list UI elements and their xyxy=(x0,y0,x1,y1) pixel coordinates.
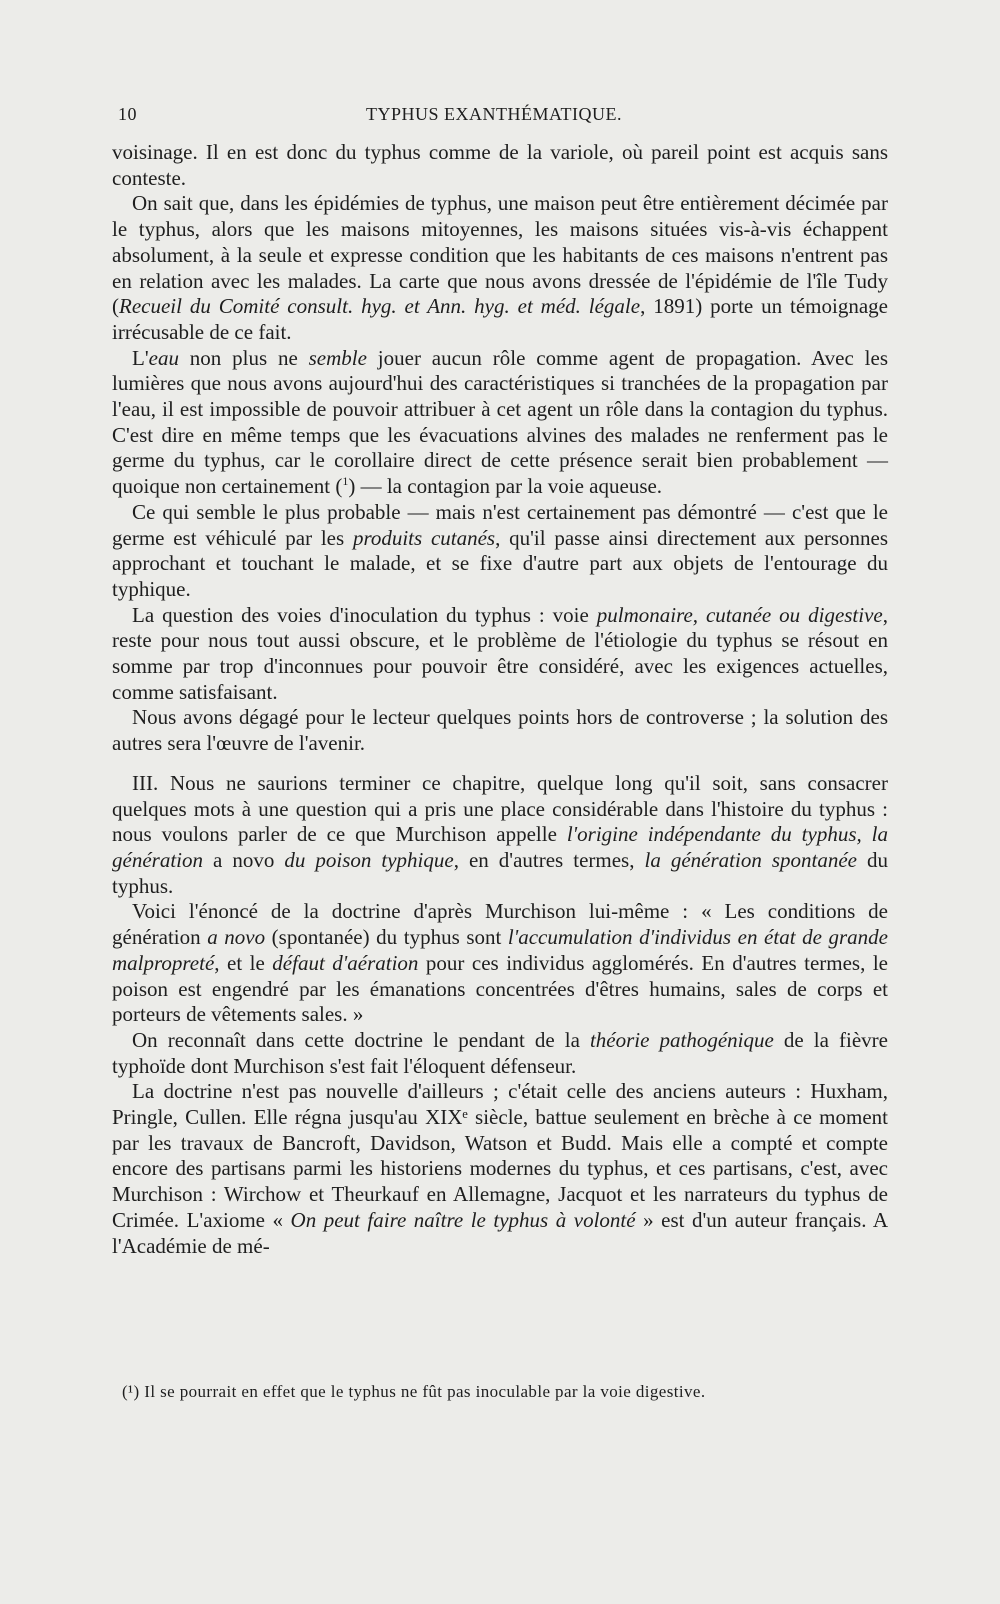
text-run: La question des voies d'inoculation du typhus : voie xyxy=(132,602,597,627)
paragraph xyxy=(112,500,888,603)
text-run: , en d'autres termes, xyxy=(453,847,645,872)
page-number: 10 xyxy=(118,104,137,124)
italic-text: l'accumulation d'individus en état de grande malpropreté xyxy=(112,925,888,975)
italic-text: l'origine indépendante du typhus, la génération xyxy=(112,822,888,872)
text-run: Voici l'énoncé de la doctrine d'après Murchison lui-même : « Les conditions de génération xyxy=(112,899,888,950)
paragraph xyxy=(112,603,888,706)
paragraph xyxy=(112,771,888,900)
text-run: , reste pour nous tout aussi obscure, et le problème de l'étiologie du typhus se résout en somme par trop d'inconnues pour pouvoir être considéré, avec les exigences actuelles, comme satisfaisant. xyxy=(112,602,888,704)
italic-text: Recueil du Comité consult. hyg. et Ann. hyg. et méd. légale xyxy=(119,294,641,319)
italic-text: On peut faire naître le typhus à volonté xyxy=(290,1207,636,1232)
italic-text: a novo xyxy=(207,925,266,950)
text-run: voisinage. Il en est donc du typhus comme de la variole, où pareil point est acquis sans conteste. xyxy=(112,140,888,190)
italic-text: pulmonaire, cutanée ou digestive xyxy=(596,602,883,627)
italic-text: la génération spontanée xyxy=(644,847,857,872)
running-title: TYPHUS EXANTHÉMATIQUE. xyxy=(366,104,622,124)
text-run: jouer aucun rôle comme agent de propagation. Avec les lumières que nous avons aujourd'hui des caractéristiques si tranchées de la propagation par l'eau, il est impossible de pouvoir attribuer à cet agent un rôle dans la contagion du typhus. C'est dire en même temps que les évacuations alvines des malades ne renferment pas le germe du typhus, car le corollaire direct de cette présence serait bien probablement — quoique non certainement ( xyxy=(112,345,888,499)
footnote: (¹) Il se pourrait en effet que le typhus ne fût pas inoculable par la voie digestive. xyxy=(122,1382,706,1401)
running-header xyxy=(118,104,878,134)
italic-text: théorie pathogénique xyxy=(589,1027,774,1052)
text-run: On sait que, dans les épidémies de typhus, une maison peut être entièrement décimée par le typhus, alors que les maisons mitoyennes, les maisons situées vis-à-vis échappent absolument, à la seule et expresse condition que les habitants de ces maisons n'entrent pas en relation avec les malades. La carte que nous avons dressée de l'épidémie de l'île Tudy ( xyxy=(112,191,888,319)
text-run: (spontanée) du typhus sont xyxy=(265,925,508,950)
text-run: » est d'un auteur français. A l'Académie de mé- xyxy=(112,1207,888,1258)
body-text xyxy=(112,140,888,1259)
text-run: ) — la contagion par la voie aqueuse. xyxy=(348,474,663,499)
italic-text: défaut d'aération xyxy=(272,950,419,975)
text-run: de la fièvre typhoïde dont Murchison s'est fait l'éloquent défenseur. xyxy=(112,1027,888,1078)
italic-text: produits cutanés xyxy=(352,525,496,550)
text-run: , 1891) porte un témoignage irrécusable de ce fait. xyxy=(112,294,888,344)
paragraph xyxy=(112,1079,888,1259)
italic-text: du poison typhique xyxy=(284,847,454,872)
text-run: non plus ne xyxy=(178,345,309,370)
text-run: L' xyxy=(132,345,149,370)
italic-text: semble xyxy=(308,345,367,370)
paragraph xyxy=(112,140,888,191)
text-run: du typhus. xyxy=(112,847,888,898)
text-run: Ce qui semble le plus probable — mais n'est certainement pas démontré — c'est que le germe est véhiculé par les xyxy=(112,499,888,550)
text-run: On reconnaît dans cette doctrine le pendant de la xyxy=(132,1027,590,1052)
italic-text: eau xyxy=(148,345,179,370)
text-run: La doctrine n'est pas nouvelle d'ailleurs ; c'était celle des anciens auteurs : Huxham, Pringle, Cullen. Elle régna jusqu'au XIXᵉ siècle, battue seulement en brèche à ce moment par les travaux de Bancroft, Davidson, Watson et Budd. Mais elle a compté et compte encore des partisans parmi les historiens modernes du typhus, et ces partisans, c'est, avec Murchison : Wirchow et Theurkauf en Allemagne, Jacquot et les narrateurs du typhus de Crimée. L'axiome « xyxy=(112,1079,888,1232)
paragraph xyxy=(112,191,888,345)
text-run: Nous avons dégagé pour le lecteur quelques points hors de controverse ; la solution des autres sera l'œuvre de l'avenir. xyxy=(112,705,888,756)
text-run: , qu'il passe ainsi directement aux personnes approchant et touchant le malade, et se fixe d'autre part aux objets de l'entourage du typhique. xyxy=(112,525,888,601)
paragraph xyxy=(112,346,888,500)
paragraph xyxy=(112,899,888,1028)
text-run: , et le xyxy=(214,950,273,975)
text-run: III. Nous ne saurions terminer ce chapitre, quelque long qu'il soit, sans consacrer quelques mots à une question qui a pris une place considérable dans l'histoire du typhus : nous voulons parler de ce que Murchison appelle xyxy=(112,770,888,847)
text-run: pour ces individus agglomérés. En d'autres termes, le poison est engendré par les émanations concentrées d'êtres humains, sales de corps et porteurs de vêtements sales. » xyxy=(112,950,888,1027)
paragraph xyxy=(112,1028,888,1079)
text-run: a novo xyxy=(202,847,285,872)
paragraph xyxy=(112,705,888,756)
footnote-reference: 1 xyxy=(342,474,349,489)
